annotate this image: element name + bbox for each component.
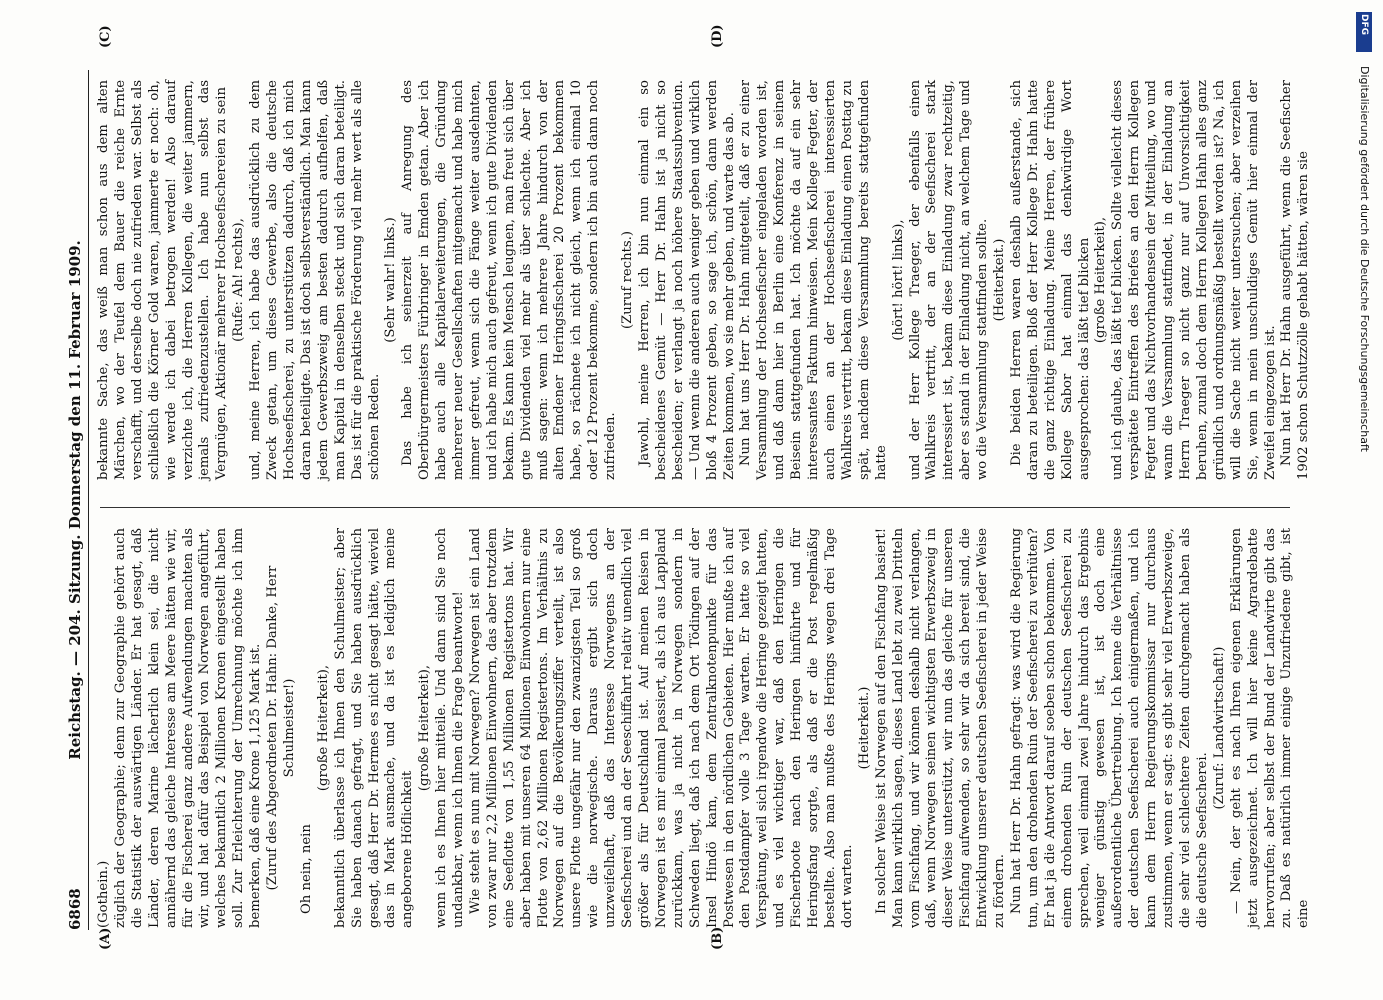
- paragraph: (Rufe: Ah! rechts),: [231, 218, 247, 342]
- paragraph: In solcher Weise ist Norwegen auf den Fischfang basiert! Man kann wirklich sagen, dieses Land lebt zu zwei Dritteln vom Fischfang, und wir können deshalb nicht verlangen, daß, wenn Norwegen seinen wichtigsten Erwerbszweig in dieser Weise unterstützt, wir nun das gleiche für unseren Fischfang aufwenden, so sehr wir da sich bereit sind, die Entwicklung unserer deutschen Seefischerei in jeder Weise zu fördern.: [873, 528, 1008, 928]
- credit-text: Digitalisierung gefördert durch die Deutsche Forschungsgemeinschaft: [1358, 66, 1371, 452]
- right-text-column: [96, 80, 1312, 480]
- paragraph: Oh nein, nein: [298, 824, 314, 914]
- paragraph: (Zuruf: Landwirtschaft!): [1211, 646, 1227, 810]
- paragraph: und, meine Herren, ich habe das ausdrücklich zu dem Zweck getan, um dieses Gewerbe, also die deutsche Hochseefischerei, zu unterstützen dadurch, daß ich mich daran beteiligte. Das ist doch selbstverständlich. Man kann jedem Gewerbszweig am besten dadurch aufhelfen, daß man Kapital in denselben steckt und sich daran beteiligt. Das ist für die praktische Förderung viel mehr wert als alle schönen Reden.: [248, 80, 382, 480]
- margin-marker-c: (C): [98, 25, 113, 48]
- digitization-credit: [1355, 10, 1377, 990]
- dfg-logo: DFG: [1356, 12, 1372, 52]
- paragraph: (Heiterkeit.): [856, 686, 872, 770]
- left-text-column: [96, 528, 1312, 928]
- paragraph: wenn ich es Ihnen hier mitteile. Und dann sind Sie noch undankbar, wenn ich Ihnen die Frage beantworte!: [434, 528, 467, 928]
- paragraph: (große Heiterkeit),: [1093, 216, 1109, 344]
- paragraph: Wie steht es nun mit Norwegen? Norwegen ist ein Land von zwar nur 2,2 Millionen Einwohnern, das aber trotzdem eine Seeflotte von 1,55 Millionen Registertons hat. Wir aber haben mit unseren 64 Millionen Einwohnern nur eine Flotte von 2,62 Millionen Registertons. Im Verhältnis zu Norwegen auf die Bevölkerungsziffer verteilt, ist also unsere Flotte ungefähr nur den zwanzigsten Teil so groß wie die norwegische. Daraus ergibt sich doch unzweifelhaft, daß das Interesse Norwegens an der Seefischerei und an der Seeschiffahrt relativ unendlich viel größer als für Deutschland ist. Auf meinen Reisen in Norwegen ist es mir einmal passiert, als ich aus Lappland zurückkam, was ja nicht in Norwegen sondern in Schweden liegt, daß ich nach dem Ort Tödingen auf der Insel Hindö kam, dem Zentralknotenpunkte für das Postwesen in den nördlichen Gebieten. Hier mußte ich auf den Postdampfer volle 3 Tage warten. Er hatte so viel Verspätung, weil sich irgendwo die Heringe gezeigt hatten, und es viel wichtiger war, daß den Heringen die Fischerboote nach den Heringen hinführte und für Heringsfang sorgte, als daß er die Post regelmäßig bestellte. Also man mußte des Herings wegen drei Tage dort warten.: [467, 528, 855, 928]
- paragraph: (große Heiterkeit),: [417, 664, 433, 792]
- paragraph: Die beiden Herren waren deshalb außerstande, sich daran zu beteiligen. Bloß der Herr Kollege Dr. Hahn hatte die ganz richtige Einladung. Meine Herren, der frühere Kollege Sabor hat einmal das denkwürdige Wort ausgesprochen: das läßt tief blicken: [1008, 80, 1092, 480]
- paragraph: (Zuruf rechts.): [620, 230, 636, 330]
- paragraph: (Heiterkeit.): [992, 238, 1008, 322]
- paragraph: bekannte Sache, das weiß man schon aus dem alten Märchen, wo der Teufel dem Bauer die reiche Ernte verschafft, und derselbe doch nie zufrieden war. Selbst als schließlich die Körner Gold waren, jammerte er noch: oh, wie werde ich dabei betrogen werden! Also darauf verzichte ich, die Herren Kollegen, die weiter jammern, jemals zufriedenzustellen. Ich habe nun selbst das Vergnügen, Aktionär mehrerer Hochseefischereien zu sein: [96, 80, 230, 480]
- page-header: [62, 70, 89, 930]
- paragraph: und ich glaube, das läßt tief blicken. Sollte vielleicht dieses verspätete Eintreffen des Briefes an den Herrn Kollegen Fegter und das Nichtvorhandensein der Mitteilung, wo und wann die Versammlung stattfindet, in der Einladung an Herrn Traeger so nicht ganz nur auf Unvorsichtigkeit beruhen, zumal doch dem Herrn Kollegen Hahn alles ganz gründlich und ordnungsmäßig bestellt worden ist? Na, ich will die Sache nicht weiter untersuchen; aber verzeihen Sie, wenn in mein unschuldiges Gemüt hier einmal der Zweifel eingezogen ist.: [1110, 80, 1278, 480]
- paragraph: und der Herr Kollege Traeger, der ebenfalls einen Wahlkreis vertritt, der an der Seefischerei stark interessiert ist, bekam diese Einladung zwar rechtzeitig, aber es stand in der Einladung nicht, an welchem Tage und wo die Versammlung stattfinden sollte.: [907, 80, 991, 480]
- paragraph: (Zuruf des Abgeordneten Dr. Hahn: Danke, Herr Schulmeister!): [265, 565, 297, 891]
- margin-marker-a: (A): [98, 927, 113, 950]
- paragraph: (hört! hört! links),: [890, 219, 906, 341]
- paragraph: Nun hat Herr Dr. Hahn ausgeführt, wenn die Seefischer 1902 schon Schutzzölle gehabt hätten, wären sie: [1279, 80, 1312, 480]
- margin-marker-b: (B): [710, 926, 725, 950]
- page-number: 6868: [66, 888, 84, 930]
- paragraph: Jawohl, meine Herren, ich bin nun einmal ein so bescheidenes Gemüt — Herr Dr. Hahn ist ja nicht so bescheiden; er verlangt ja noch höhere Staatssubvention. — Und wenn die anderen auch weniger geben und wirklich bloß 4 Prozent geben, so sage ich, schön, dann werden Zeiten kommen, wo sie mehr geben, und warte das ab.: [637, 80, 737, 480]
- page-title: Reichstag. — 204. Sitzung. Donnerstag den 11. Februar 1909.: [66, 240, 84, 760]
- paragraph: (große Heiterkeit),: [315, 664, 331, 792]
- paragraph: züglich der Geographie; denn zur Geographie gehört auch die Statistik der auswärtigen Länder. Er hat gesagt, daß Länder, deren Marine lächerlich klein sei, die nicht annähernd das gleiche Interesse am Meere hätten wie wir, für die Fischerei ganz andere Aufwendungen machten als wir, und hat dafür das Beispiel von Norwegen angeführt, welches bekanntlich 2 Millionen Kronen eingestellt haben soll. Zur Erleichterung der Umrechnung möchte ich ihm bemerken, daß eine Krone 1,125 Mark ist.: [112, 528, 264, 928]
- paragraph: (Gothein.): [96, 860, 111, 928]
- paragraph: — Nein, der geht es nach Ihren eigenen Erklärungen jetzt ausgezeichnet. Ich will hier keine Agrardebatte hervorrufen; aber selbst der Bund der Landwirte gibt das zu. Daß es natürlich immer einige Unzufriedene gibt, ist eine: [1228, 528, 1312, 928]
- paragraph: Nun hat uns Herr Dr. Hahn mitgeteilt, daß er zu einer Versammlung der Hochseefischer eingeladen worden ist, und daß dann hier in Berlin eine Konferenz in seinem Beisein stattgefunden hat. Ich möchte da auf ein sehr interessantes Faktum hinweisen. Mein Kollege Fegter, der auch einen an der Hochseefischerei interessierten Wahlkreis vertritt, bekam diese Einladung einen Posttag zu spät, nachdem diese Versammlung bereits stattgefunden hatte: [738, 80, 889, 480]
- column-divider: [100, 507, 1290, 508]
- margin-marker-d: (D): [710, 24, 725, 48]
- paragraph: Nun hat Herr Dr. Hahn gefragt: was wird die Regierung tun, um den drohenden Ruin der Seefischerei zu verhüten? Er hat ja die Antwort darauf soeben schon bekommen. Von einem drohenden Ruin der deutschen Seefischerei zu sprechen, weil einmal zwei Jahre hindurch das Ergebnis weniger günstig gewesen ist, ist doch eine außerordentliche Übertreibung. Ich kenne die Verhältnisse der deutschen Seefischerei auch einigermaßen, und ich kann dem Herrn Regierungskommissar nur durchaus zustimmen, wenn er sagt: es gibt sehr viel Erwerbszweige, die sehr viel schlechtere Zeiten durchgemacht haben als die deutsche Seefischerei.: [1008, 528, 1210, 928]
- paragraph: bekanntlich überlasse ich Ihnen den Schulmeister; aber Sie haben danach gefragt, und Sie haben ausdrücklich gesagt, daß Herr Dr. Hermes es nicht gesagt hätte, wieviel das in Mark ausmache, und da ist es lediglich meine angeborene Höflichkeit: [332, 528, 416, 928]
- paragraph: Das habe ich seinerzeit auf Anregung des Oberbürgermeisters Fürbringer in Emden getan. Aber ich habe auch alle Kapitalerweiterungen, die Gründung mehrerer neuer Gesellschaften mitgemacht und habe mich immer gefreut, wenn sich die Fänge weiter ausdehnten, und ich habe mich auch gefreut, wenn ich gute Dividenden bekam. Es kann kein Mensch leugnen, man freut sich über gute Dividenden viel mehr als über schlechte. Aber ich muß sagen: wenn ich mehrere Jahre hindurch von der alten Emdener Heringsfischerei 20 Prozent bekommen habe, so rächnete ich nicht gleich, wenn ich einmal 10 oder 12 Prozent bekomme, sondern ich bin auch dann noch zufrieden.: [400, 80, 619, 480]
- paragraph: (Sehr wahr! links.): [383, 217, 399, 343]
